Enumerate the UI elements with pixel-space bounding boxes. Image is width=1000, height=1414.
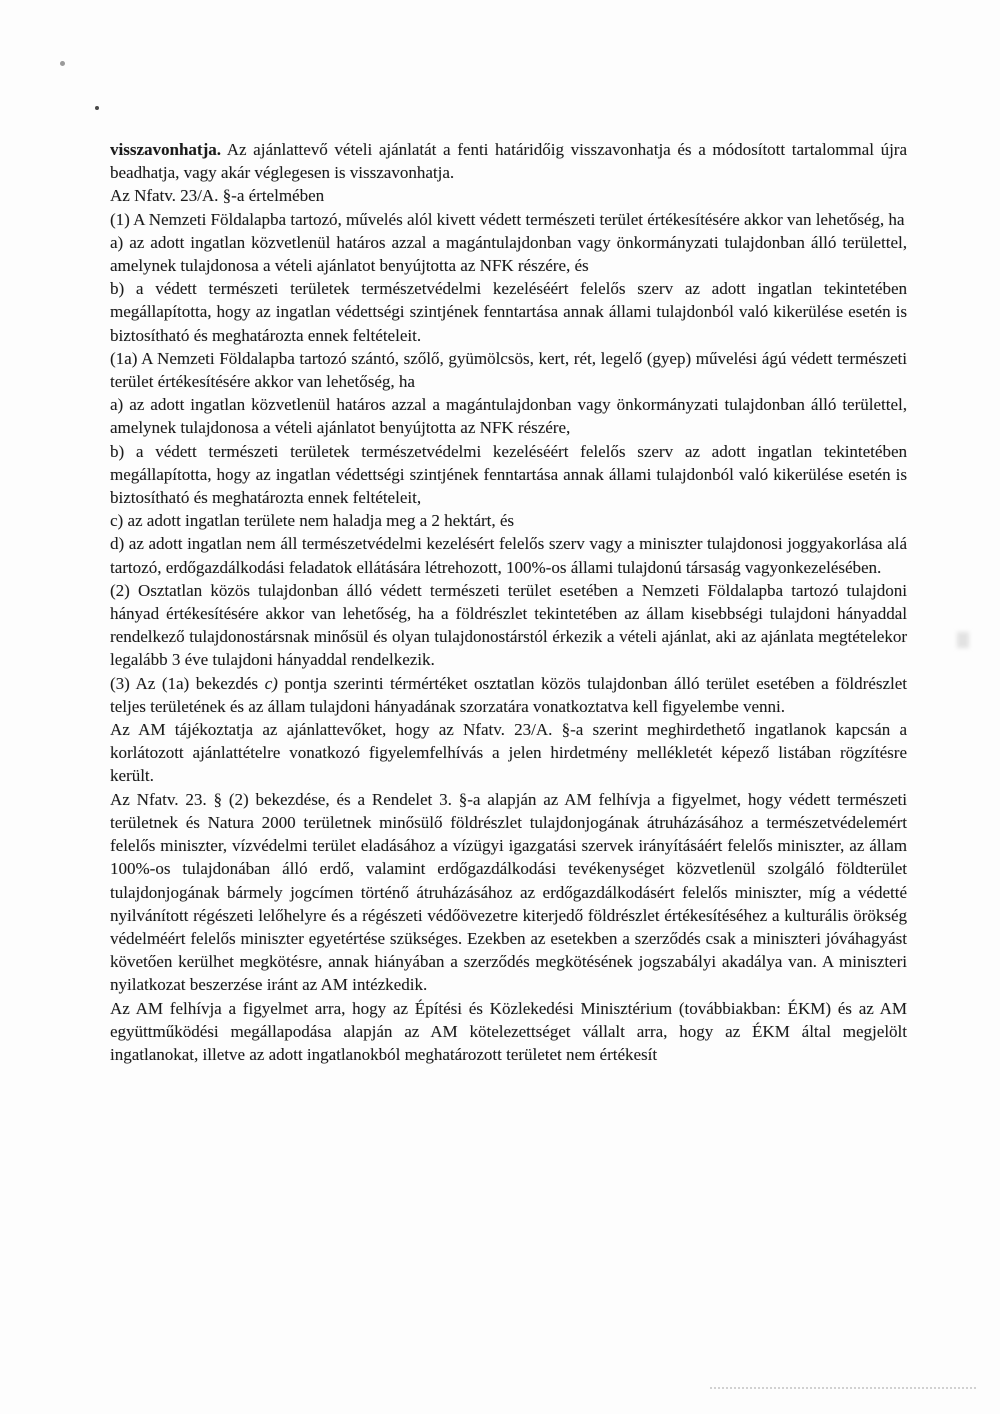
scan-smudge — [957, 632, 969, 648]
paragraph-withdrawal — [110, 138, 907, 184]
paragraph-23a-1a-point-a: a) az adott ingatlan közvetlenül határos azzal a magántulajdonban vagy önkormányzati tulajdonban álló területtel, amelynek tulajdonosa a vételi ajánlatot benyújtotta az NFK részére, — [110, 395, 907, 438]
scan-speck-icon — [95, 106, 99, 110]
paragraph-23a-1-point-a: a) az adott ingatlan közvetlenül határos azzal a magántulajdonban vagy önkormányzati tulajdonban álló területtel, amelynek tulajdonosa a vételi ajánlatot benyújtotta az NFK részére, és — [110, 232, 907, 276]
paragraph-23a-1a-point-c: c) az adott ingatlan területe nem haladja meg a 2 hektárt, és — [110, 511, 515, 531]
paragraph-minister-consents: Az Nfatv. 23. § (2) bekezdése, és a Rendelet 3. §-a alapján az AM felhívja a figyelmet, hogy védett természeti területnek és Natura 2000 területnek minősülő földrészlet tulajdonjogának átruházásához a természetvédelemért felelős miniszter, vízvédelmi terület eladásához a vízügyi igazgatási szervek irányításáért felelős miniszter, az állam 100%-os tulajdonában álló erdő, valamint erdőgazdálkodási tevékenységet közvetlenül szolgáló földterület tulajdonjogának bármely jogcímen történő átruházásához az erdőgazdálkodásért felelős miniszter, míg a védetté nyilvánított régészeti lelőhelyre és a régészeti védőövezetre kiterjedő földrészlet értékesítéséhez a kulturális örökség védelméért felelős miniszter egyetértése szükséges. Ezekben az esetekben a szerződés csak a miniszteri jóváhagyást követően kerülhet megkötésre, annak hiányában a szerződés megkötésének jogszabályi akadálya van. A miniszteri nyilatkozat beszerzése iránt az AM intézkedik. — [110, 789, 907, 995]
lead-word-bold: visszavonhatja. — [110, 140, 221, 159]
paragraph-23a-1-point-b: b) a védett természeti területek természetvédelmi kezeléséért felelős szerv az adott ingatlan tekintetében megállapította, hogy az ingatlan védettségi szintjének fenntartása annak állami tulajdonból való kikerülése esetén is biztosítható és meghatározta ennek feltételeit. — [110, 279, 907, 345]
paragraph-ekm-agreement: Az AM felhívja a figyelmet arra, hogy az Építési és Közlekedési Minisztérium (továbbiakban: ÉKM) és az AM együttműködési megállapodása alapján az AM kötelezettséget vállalt arra, hogy az ÉKM által megjelölt ingatlanokat, illetve az adott ingatlanokból meghatározott területet nem értékesít — [110, 998, 907, 1064]
paragraph-23a-3 — [110, 672, 907, 718]
document-body — [110, 138, 907, 1066]
paragraph-23a-1a-point-b: b) a védett természeti területek természetvédelmi kezeléséért felelős szerv az adott ingatlan tekintetében megállapította, hogy az ingatlan védettségi szintjének fenntartása annak állami tulajdonból való kikerülése esetén is biztosítható és meghatározta ennek feltételeit, — [110, 441, 907, 508]
paragraph-withdrawal-text: Az ajánlattevő vételi ajánlatát a fenti határidőig visszavonhatja és a módosított tartalommal újra beadhatja, vagy akár véglegesen is visszavonhatja. — [110, 140, 907, 183]
paragraph-23a-3-before: (3) Az (1a) bekezdés — [110, 673, 265, 693]
paragraph-23a-3-after: pontja szerinti térmértéket osztatlan közös tulajdonban álló terület esetében a földrészlet teljes területének és az állam tulajdoni hányadának szorzatára vonatkoztatva kell figyelembe venni. — [110, 673, 907, 716]
section-heading-nfatv-23a: Az Nfatv. 23/A. §-a értelmében — [110, 186, 325, 206]
paragraph-23a-1a-point-d: d) az adott ingatlan nem áll természetvédelmi kezelésért felelős szerv vagy a miniszter tulajdonosi joggyakorlása alá tartozó, erdőgazdálkodási feladatok ellátására létrehozott, 100%-os állami tulajdonú társaság vagyonkezelésében. — [110, 534, 907, 577]
paragraph-am-notice: Az AM tájékoztatja az ajánlattevőket, hogy az Nfatv. 23/A. §-a szerint meghirdethető ingatlanok kapcsán a korlátozott ajánlattételre vonatkozó figyelemfelhívás a jelen hirdetmény mellékletét képező listában rögzítésre került. — [110, 720, 907, 786]
scan-speck-icon — [60, 61, 65, 66]
paragraph-23a-2: (2) Osztatlan közös tulajdonban álló védett természeti terület esetében a Nemzeti Földalapba tartozó tulajdoni hányad értékesítésére akkor van lehetőség, ha a földrészlet tekintetében az állam kisebbségi tulajdoni hányaddal rendelkező tulajdonostársnak minősül és olyan tulajdonostárstól érkezik a vételi ajánlat, aki az ajánlata megtételekor legalább 3 éve tulajdoni hányaddal rendelkezik. — [110, 580, 907, 670]
paragraph-23a-1a: (1a) A Nemzeti Földalapba tartozó szántó, szőlő, gyümölcsös, kert, rét, legelő (gyep) művelési ágú védett természeti terület értékesítésére akkor van lehetőség, ha — [110, 348, 907, 392]
paragraph-23a-3-italic-c: c) — [264, 673, 278, 693]
paragraph-23a-1: (1) A Nemzeti Földalapba tartozó, művelés alól kivett védett természeti terület értékesítésére akkor van lehetőség, ha — [110, 209, 905, 229]
scan-dotted-line — [710, 1387, 976, 1389]
